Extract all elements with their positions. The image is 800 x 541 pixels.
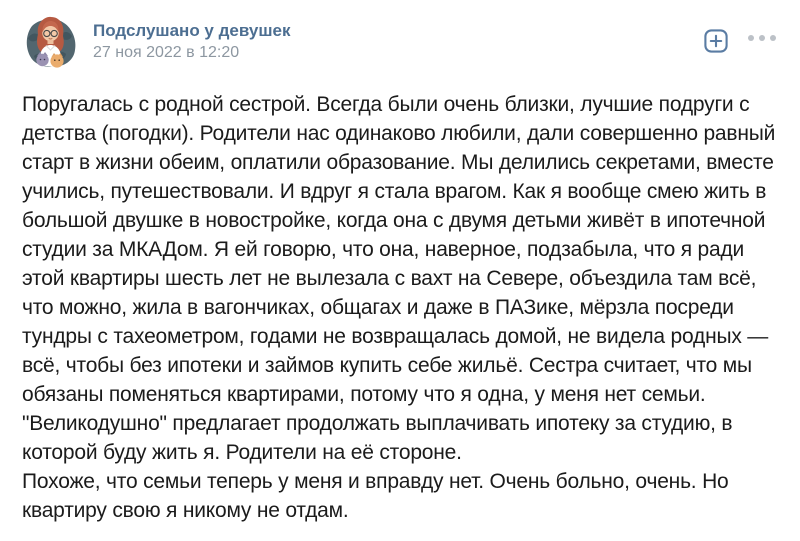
post-header	[0, 0, 800, 70]
girl-with-cats-avatar-illustration	[22, 12, 78, 70]
ellipsis-horizontal-icon	[748, 35, 776, 41]
post-paragraph: Похоже, что семьи теперь у меня и вправду нет. Очень больно, очень. Но квартиру свою я никому не отдам.	[22, 470, 729, 522]
group-avatar[interactable]	[22, 12, 78, 70]
group-name-link[interactable]: Подслушано у девушек	[93, 20, 291, 40]
header-info	[93, 21, 290, 62]
add-bookmark-button[interactable]	[704, 29, 728, 53]
header-actions	[704, 29, 776, 53]
post-paragraph: Поругалась с родной сестрой. Всегда были очень близки, лучшие подруги с детства (погодки). Родители нас одинаково любили, дали совершенно равный старт в жизни обеим, оплатили образование. Мы делились секретами, вместе учились, путешествовали. И вдруг я стала врагом. Как я вообще смею жить в большой двушке в новостройке, когда она с двумя детьми живёт в ипотечной студии за МКАДом. Я ей говорю, что она, наверное, подзабыла, что я ради этой квартиры шесть лет не вылезала с вахт на Севере, объездила там всё, что можно, жила в вагончиках, общагах и даже в ПАЗике, мёрзла посреди тундры с тахеометром, годами не возвращалась домой, не видела родных — всё, чтобы без ипотеки и займов купить себе жильё. Сестра считает, что мы обязаны поменяться квартирами, потому что я одна, у меня нет семьи. "Великодушно" предлагает продолжать выплачивать ипотеку за студию, в которой буду жить я. Родители на её стороне.	[22, 93, 776, 464]
plus-in-rounded-square-icon	[704, 29, 728, 53]
post-text	[0, 70, 800, 525]
post-date-link[interactable]: 27 ноя 2022 в 12:20	[93, 43, 240, 61]
more-options-button[interactable]	[748, 29, 776, 53]
